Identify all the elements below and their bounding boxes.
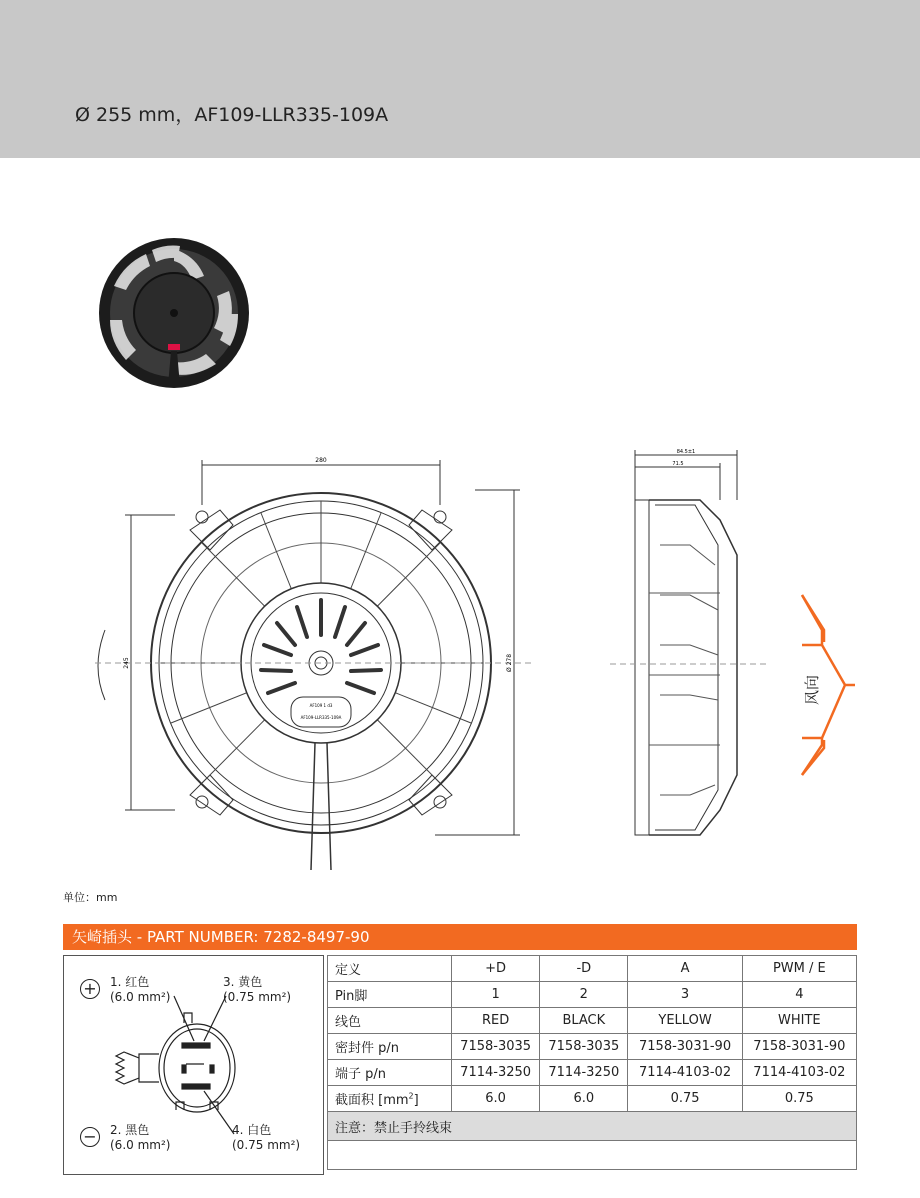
table-row [328,982,857,1008]
pin-spec-table [327,955,857,1170]
table-cell: -D [540,956,628,982]
row-label: 截面积 $[mm^2]$ [328,1086,452,1112]
table-cell: RED [452,1008,540,1034]
note-row [328,1112,857,1141]
table-cell: WHITE [742,1008,856,1034]
blank-row [328,1141,857,1170]
table-cell: 7158-3031-90 [628,1034,742,1060]
pin2-label: 2. 黑色 (6.0 mm²) [110,1123,171,1152]
row-label: 端子 p/n [328,1060,452,1086]
table-cell: 0.75 [742,1086,856,1112]
table-cell: 7114-4103-02 [742,1060,856,1086]
page-title: Ø 255 mm，AF109-LLR335-109A [75,104,389,126]
row-label: Pin脚 [328,982,452,1008]
dim-width-label: 280 [315,457,327,464]
table-row [328,956,857,982]
table-cell: 6.0 [452,1086,540,1112]
table-cell: +D [452,956,540,982]
pin1-label: 1. 红色 (6.0 mm²) [110,975,171,1004]
table-cell: 7114-3250 [540,1060,628,1086]
row-label: 定义 [328,956,452,982]
table-cell: YELLOW [628,1008,742,1034]
fan-photo [96,236,254,388]
connector-title-bar: 矢崎插头 - PART NUMBER: 7282-8497-90 [63,924,857,950]
hub-label-top: AF109 1 d3 [309,703,333,708]
table-row [328,1086,857,1112]
table-cell: 7158-3035 [452,1034,540,1060]
table-cell: A [628,956,742,982]
front-view-drawing [95,445,535,875]
table-cell: 3 [628,982,742,1008]
pin4-label: 4. 白色 (0.75 mm²) [232,1123,301,1152]
plus-icon: + [80,979,100,999]
table-cell: 0.75 [628,1086,742,1112]
dim-depth-label: 71.5 [672,461,684,467]
dim-depth-total-label: 84.5±1 [676,449,696,455]
unit-note: 单位：mm [63,891,118,904]
pin3-label: 3. 黄色 (0.75 mm²) [223,975,292,1004]
hub-label-bottom: AF109-LLR335-109A [300,715,342,720]
table-cell: 2 [540,982,628,1008]
table-cell: 6.0 [540,1086,628,1112]
table-row [328,1008,857,1034]
table-row [328,1060,857,1086]
table-cell: 7158-3035 [540,1034,628,1060]
table-cell: 7158-3031-90 [742,1034,856,1060]
row-label: 线色 [328,1008,452,1034]
header-banner [0,0,920,158]
table-cell: 7114-3250 [452,1060,540,1086]
airflow-label: 风向 [803,674,821,705]
table-cell: BLACK [540,1008,628,1034]
table-cell: 4 [742,982,856,1008]
note-text: 注意：禁止手拎线束 [328,1112,857,1141]
connector-pinout [63,955,324,1175]
dim-height-label: 245 [123,657,130,669]
row-label: 密封件 p/n [328,1034,452,1060]
minus-icon: − [80,1127,100,1147]
table-cell: PWM / E [742,956,856,982]
dim-dia-label: Ø 278 [506,653,513,673]
side-view-drawing [600,445,775,845]
table-cell: 7114-4103-02 [628,1060,742,1086]
table-row [328,1034,857,1060]
table-cell: 1 [452,982,540,1008]
